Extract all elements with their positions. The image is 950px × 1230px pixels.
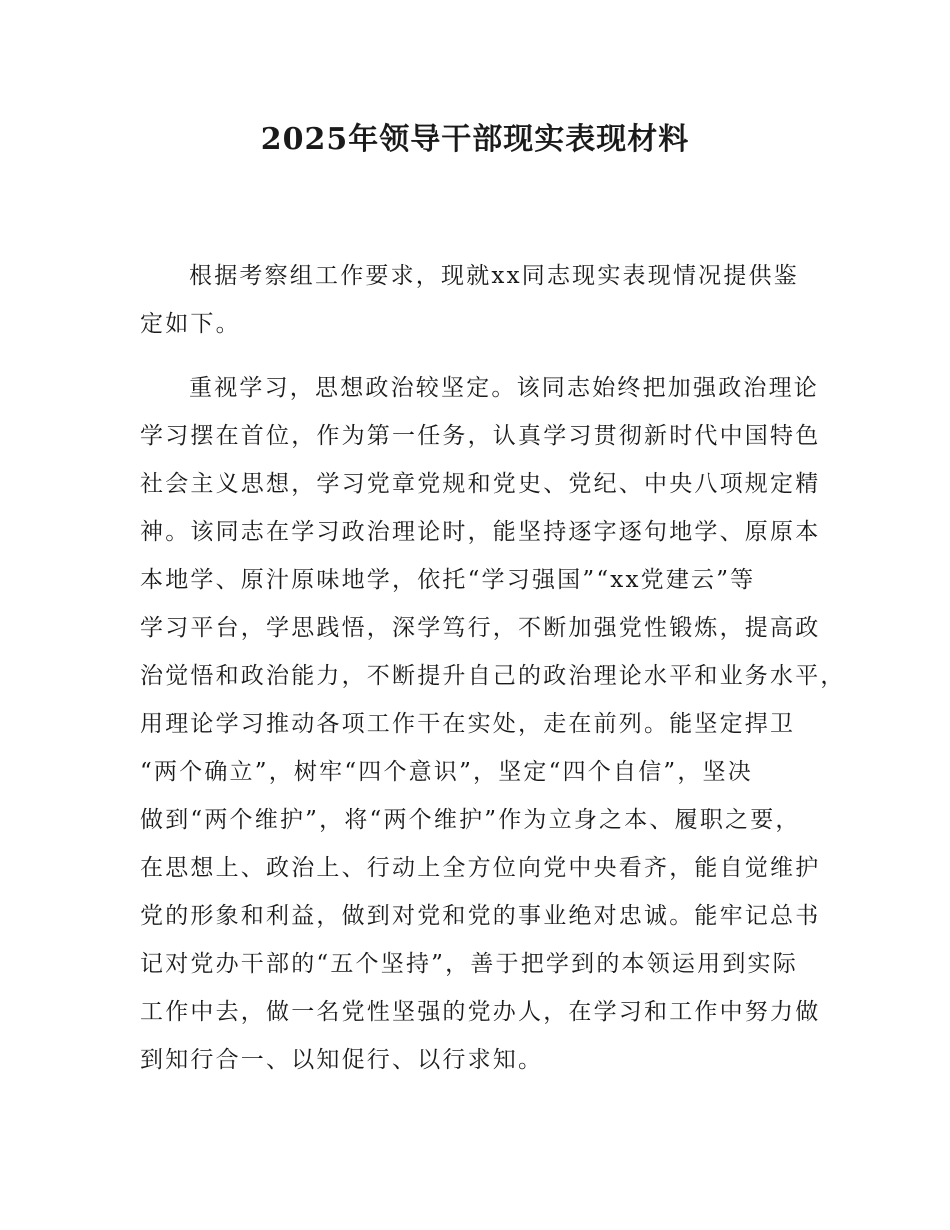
text-line: 重视学习，思想政治较坚定。该同志始终把加强政治理论 bbox=[189, 375, 819, 401]
document-title: 2025年领导干部现实表现材料 bbox=[260, 122, 690, 157]
text-line: 本地学、原汁原味地学，依托“学习强国”“xx党建云”等 bbox=[140, 567, 756, 593]
text-line: 学习平台，学思践悟，深学笃行，不断加强党性锻炼，提高政 bbox=[140, 615, 821, 641]
text-line: 党的形象和利益，做到对党和党的事业绝对忠诚。能牢记总书 bbox=[140, 903, 821, 929]
text-line: 做到“两个维护”，将“两个维护”作为立身之本、履职之要， bbox=[140, 807, 801, 833]
text-line: 定如下。 bbox=[140, 311, 241, 337]
text-line: 学习摆在首位，作为第一任务，认真学习贯彻新时代中国特色 bbox=[140, 423, 821, 449]
text-line: 记对党办干部的“五个坚持”，善于把学到的本领运用到实际 bbox=[140, 951, 798, 977]
text-line: 治觉悟和政治能力，不断提升自己的政治理论水平和业务水平， bbox=[140, 663, 846, 689]
text-line: 社会主义思想，学习党章党规和党史、党纪、中央八项规定精 bbox=[140, 471, 821, 497]
paragraph-study bbox=[140, 364, 846, 1084]
text-line: 在思想上、政治上、行动上全方位向党中央看齐，能自觉维护 bbox=[140, 855, 821, 881]
text-line: 工作中去，做一名党性坚强的党办人，在学习和工作中努力做 bbox=[140, 999, 821, 1025]
text-line: “两个确立”，树牢“四个意识”，坚定“四个自信”，坚决 bbox=[140, 759, 753, 785]
paragraph-intro bbox=[140, 252, 840, 348]
text-line: 根据考察组工作要求，现就xx同志现实表现情况提供鉴 bbox=[189, 263, 799, 289]
text-line: 到知行合一、以知促行、以行求知。 bbox=[140, 1047, 544, 1073]
text-line: 用理论学习推动各项工作干在实处，走在前列。能坚定捍卫 bbox=[140, 711, 796, 737]
text-line: 神。该同志在学习政治理论时，能坚持逐字逐句地学、原原本 bbox=[140, 519, 821, 545]
